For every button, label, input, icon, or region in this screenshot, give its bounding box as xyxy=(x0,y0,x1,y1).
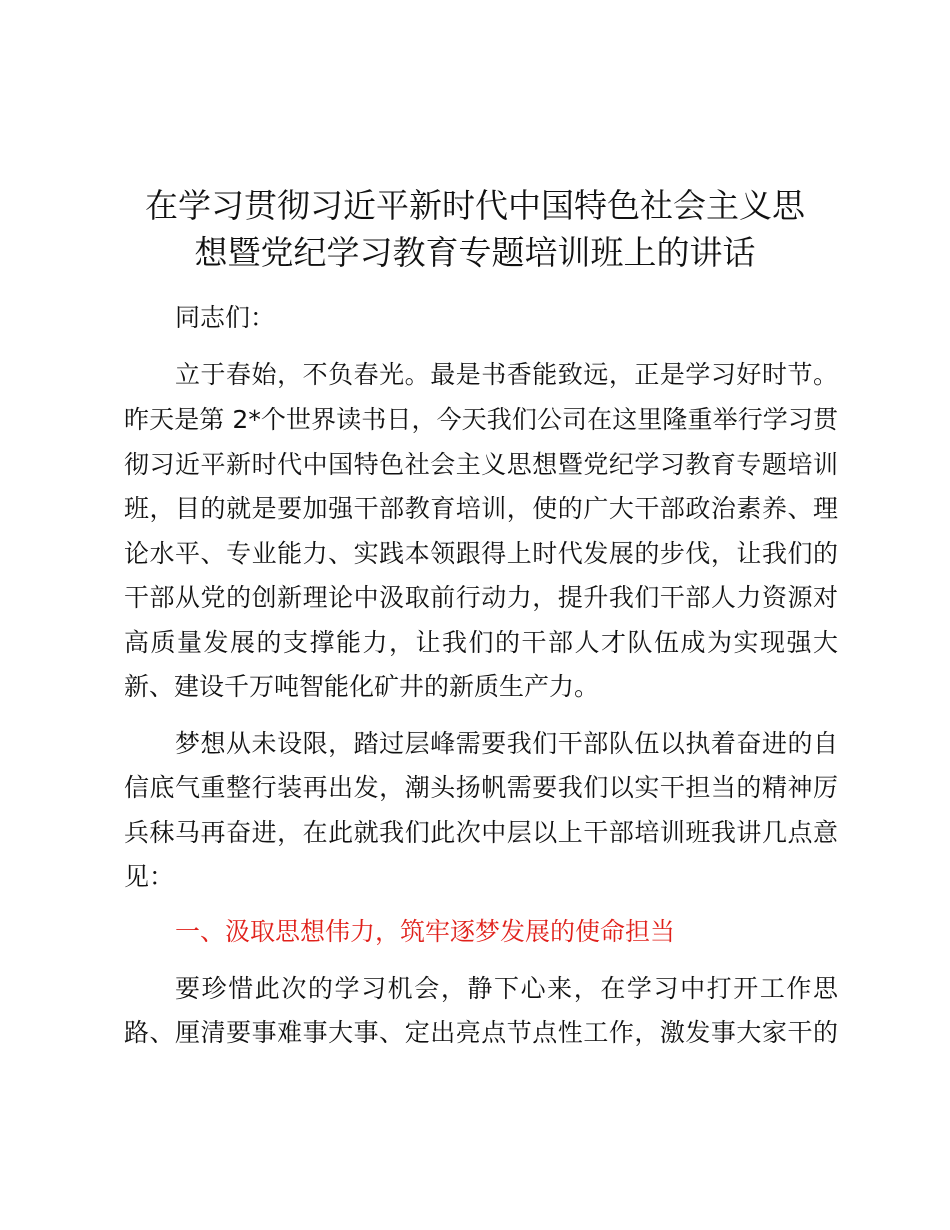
paragraph-1-line: 干部从党的创新理论中汲取前行动力，提升我们干部人力资源对 xyxy=(124,583,838,612)
paragraph-3-line: 要珍惜此次的学习机会，静下心来，在学习中打开工作思 xyxy=(175,974,838,1003)
paragraph-1-line: 高质量发展的支撑能力，让我们的干部人才队伍成为实现强大 xyxy=(124,628,838,657)
section-heading: 一、汲取思想伟力，筑牢逐梦发展的使命担当 xyxy=(175,917,676,946)
document-title-line-1: 在学习贯彻习近平新时代中国特色社会主义思 xyxy=(145,186,805,225)
paragraph-2-line: 信底气重整行装再出发，潮头扬帆需要我们以实干担当的精神厉 xyxy=(124,773,838,802)
paragraph-1-line: 彻习近平新时代中国特色社会主义思想暨党纪学习教育专题培训 xyxy=(124,450,838,479)
paragraph-2-line: 梦想从未设限，踏过层峰需要我们干部队伍以执着奋进的自 xyxy=(175,729,838,758)
salutation: 同志们： xyxy=(175,303,276,332)
paragraph-1-line: 班，目的就是要加强干部教育培训，使的广大干部政治素养、理 xyxy=(124,494,838,523)
paragraph-1-line: 论水平、专业能力、实践本领跟得上时代发展的步伐，让我们的 xyxy=(124,539,838,568)
document-title-line-2: 想暨党纪学习教育专题培训班上的讲话 xyxy=(194,233,756,272)
paragraph-2-line: 兵秣马再奋进，在此就我们此次中层以上干部培训班我讲几点意 xyxy=(124,818,838,847)
paragraph-1-line: 新、建设千万吨智能化矿井的新质生产力。 xyxy=(124,672,600,701)
paragraph-3-line: 路、厘清要事难事大事、定出亮点节点性工作，激发事大家干的 xyxy=(124,1018,838,1047)
paragraph-2-line: 见： xyxy=(124,862,175,891)
paragraph-1-line: 立于春始，不负春光。最是书香能致远，正是学习好时节。 xyxy=(175,360,838,389)
paragraph-1-line: 昨天是第 2*个世界读书日，今天我们公司在这里隆重举行学习贯 xyxy=(124,405,838,434)
